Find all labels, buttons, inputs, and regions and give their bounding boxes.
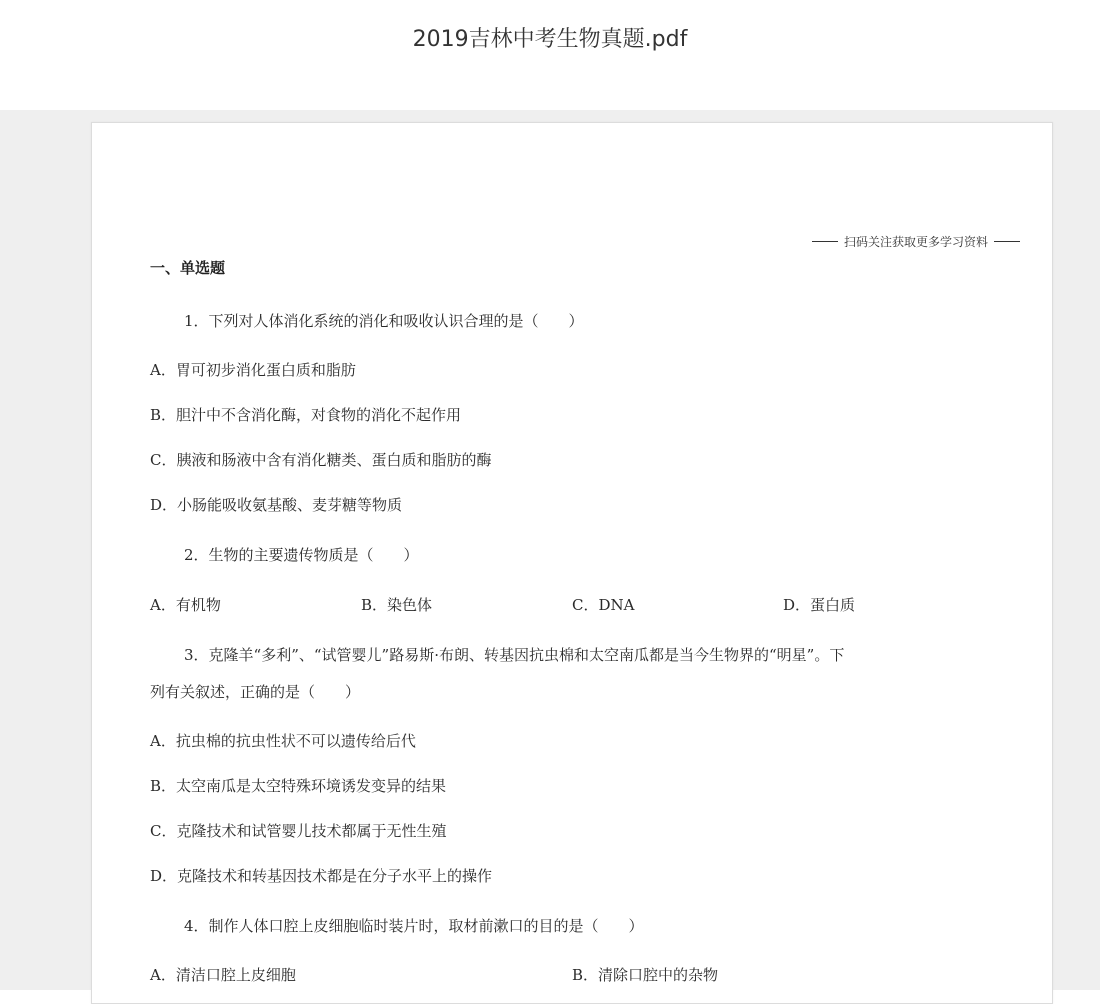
question-1-option-d: D．小肠能吸收氨基酸、麦芽糖等物质 — [150, 496, 403, 514]
question-3-option-d: D．克隆技术和转基因技术都是在分子水平上的操作 — [150, 867, 493, 885]
question-3-option-a: A．抗虫棉的抗虫性状不可以遗传给后代 — [150, 732, 416, 750]
question-3-option-b: B．太空南瓜是太空特殊环境诱发变异的结果 — [150, 777, 447, 795]
question-3-option-c: C．克隆技术和试管婴儿技术都属于无性生殖 — [150, 822, 447, 840]
question-2-option-a: A．有机物 — [150, 596, 221, 614]
section-heading: 一、单选题 — [150, 259, 226, 277]
question-1-option-b: B．胆汁中不含消化酶，对食物的消化不起作用 — [150, 406, 462, 424]
header-note — [806, 233, 1026, 250]
question-2-stem: 2．生物的主要遗传物质是（ ） — [184, 546, 419, 564]
question-4-option-a: A．清洁口腔上皮细胞 — [150, 966, 296, 984]
question-4-option-b: B．清除口腔中的杂物 — [572, 966, 719, 984]
question-3-stem-line-1: 3．克隆羊“多利”、“试管婴儿”路易斯·布朗、转基因抗虫棉和太空南瓜都是当今生物界的“明星”。下 — [184, 646, 845, 664]
header-note-text: 扫码关注获取更多学习资料 — [843, 235, 988, 249]
question-2-option-d: D．蛋白质 — [783, 596, 856, 614]
document-title: 2019吉林中考生物真题.pdf — [412, 27, 688, 52]
question-2-option-c: C．DNA — [572, 596, 635, 614]
question-1-stem: 1．下列对人体消化系统的消化和吸收认识合理的是（ ） — [184, 312, 584, 330]
header-rule-left — [812, 241, 838, 242]
pdf-page — [91, 122, 1053, 1004]
question-2-option-b: B．染色体 — [361, 596, 433, 614]
question-4-stem: 4．制作人体口腔上皮细胞临时装片时，取材前漱口的目的是（ ） — [184, 917, 644, 935]
question-1-option-c: C．胰液和肠液中含有消化糖类、蛋白质和脂肪的酶 — [150, 451, 492, 469]
header-rule-right — [994, 241, 1020, 242]
question-3-stem-line-2: 列有关叙述，正确的是（ ） — [150, 683, 361, 701]
title-bar — [0, 0, 1100, 110]
question-1-option-a: A．胃可初步消化蛋白质和脂肪 — [150, 361, 356, 379]
